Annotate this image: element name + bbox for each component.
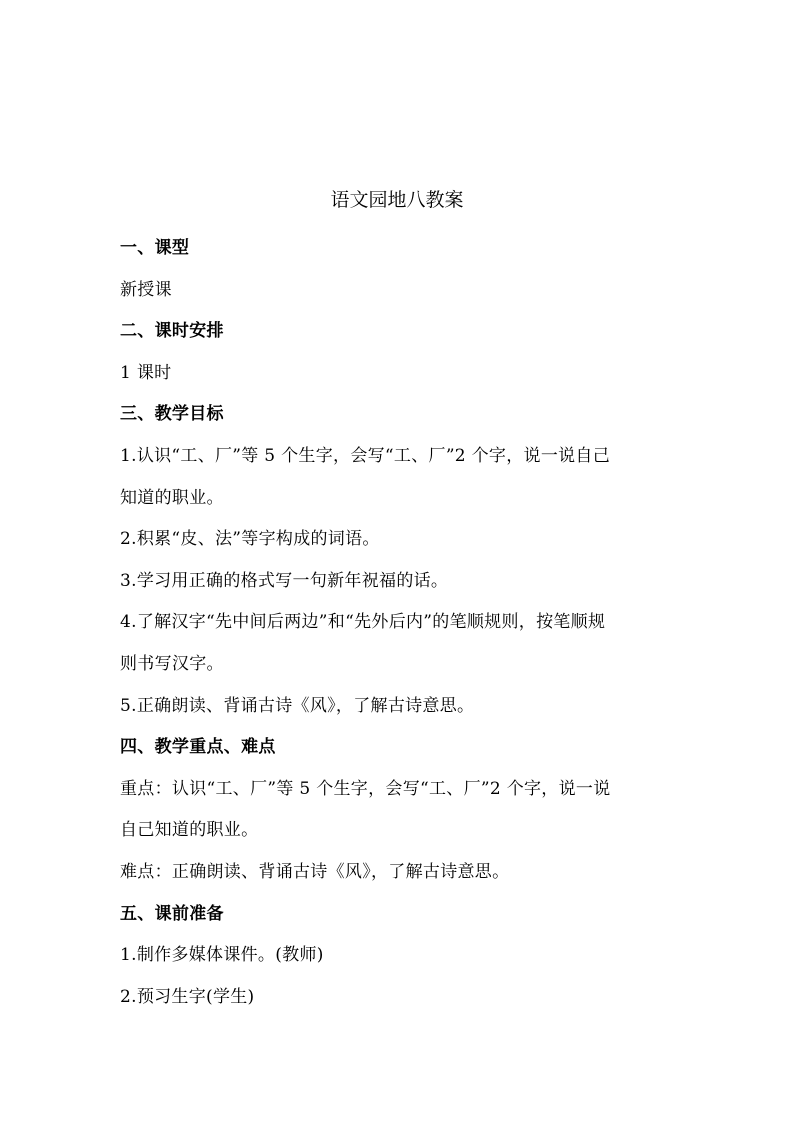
difficulty-line: 难点：正确朗读、背诵古诗《风》，了解古诗意思。	[120, 861, 510, 882]
objective-item-2: 2.积累“皮、法”等字构成的词语。	[120, 529, 380, 550]
objective-item-3: 3.学习用正确的格式写一句新年祝福的话。	[120, 570, 449, 591]
key-point-line: 重点：认识“工、厂”等 5 个生字，会写“工、厂”2 个字，说一说	[120, 778, 611, 799]
paragraph-line: 新授课	[120, 279, 172, 300]
objective-item-1-cont: 知道的职业。	[120, 487, 224, 508]
preparation-item-2: 2.预习生字(学生)	[120, 986, 255, 1007]
objective-item-4: 4.了解汉字“先中间后两边”和“先外后内”的笔顺规则，按笔顺规	[120, 612, 606, 633]
section-heading-schedule: 二、课时安排	[120, 321, 224, 342]
key-point-line-cont: 自己知道的职业。	[120, 820, 259, 841]
section-heading-objectives: 三、教学目标	[120, 404, 224, 425]
objective-item-4-cont: 则书写汉字。	[120, 653, 224, 674]
document-body	[120, 228, 680, 1018]
section-heading-preparation: 五、课前准备	[120, 903, 224, 924]
objective-item-1: 1.认识“工、厂”等 5 个生字，会写“工、厂”2 个字，说一说自己	[120, 445, 611, 466]
section-heading-key-points: 四、教学重点、难点	[120, 737, 276, 758]
section-heading-course-type: 一、课型	[120, 238, 190, 258]
document-title: 语文园地八教案	[330, 189, 464, 211]
objective-item-5: 5.正确朗读、背诵古诗《风》，了解古诗意思。	[120, 695, 475, 716]
preparation-item-1: 1.制作多媒体课件。(教师)	[120, 945, 324, 966]
paragraph-line: 1 课时	[120, 362, 172, 383]
